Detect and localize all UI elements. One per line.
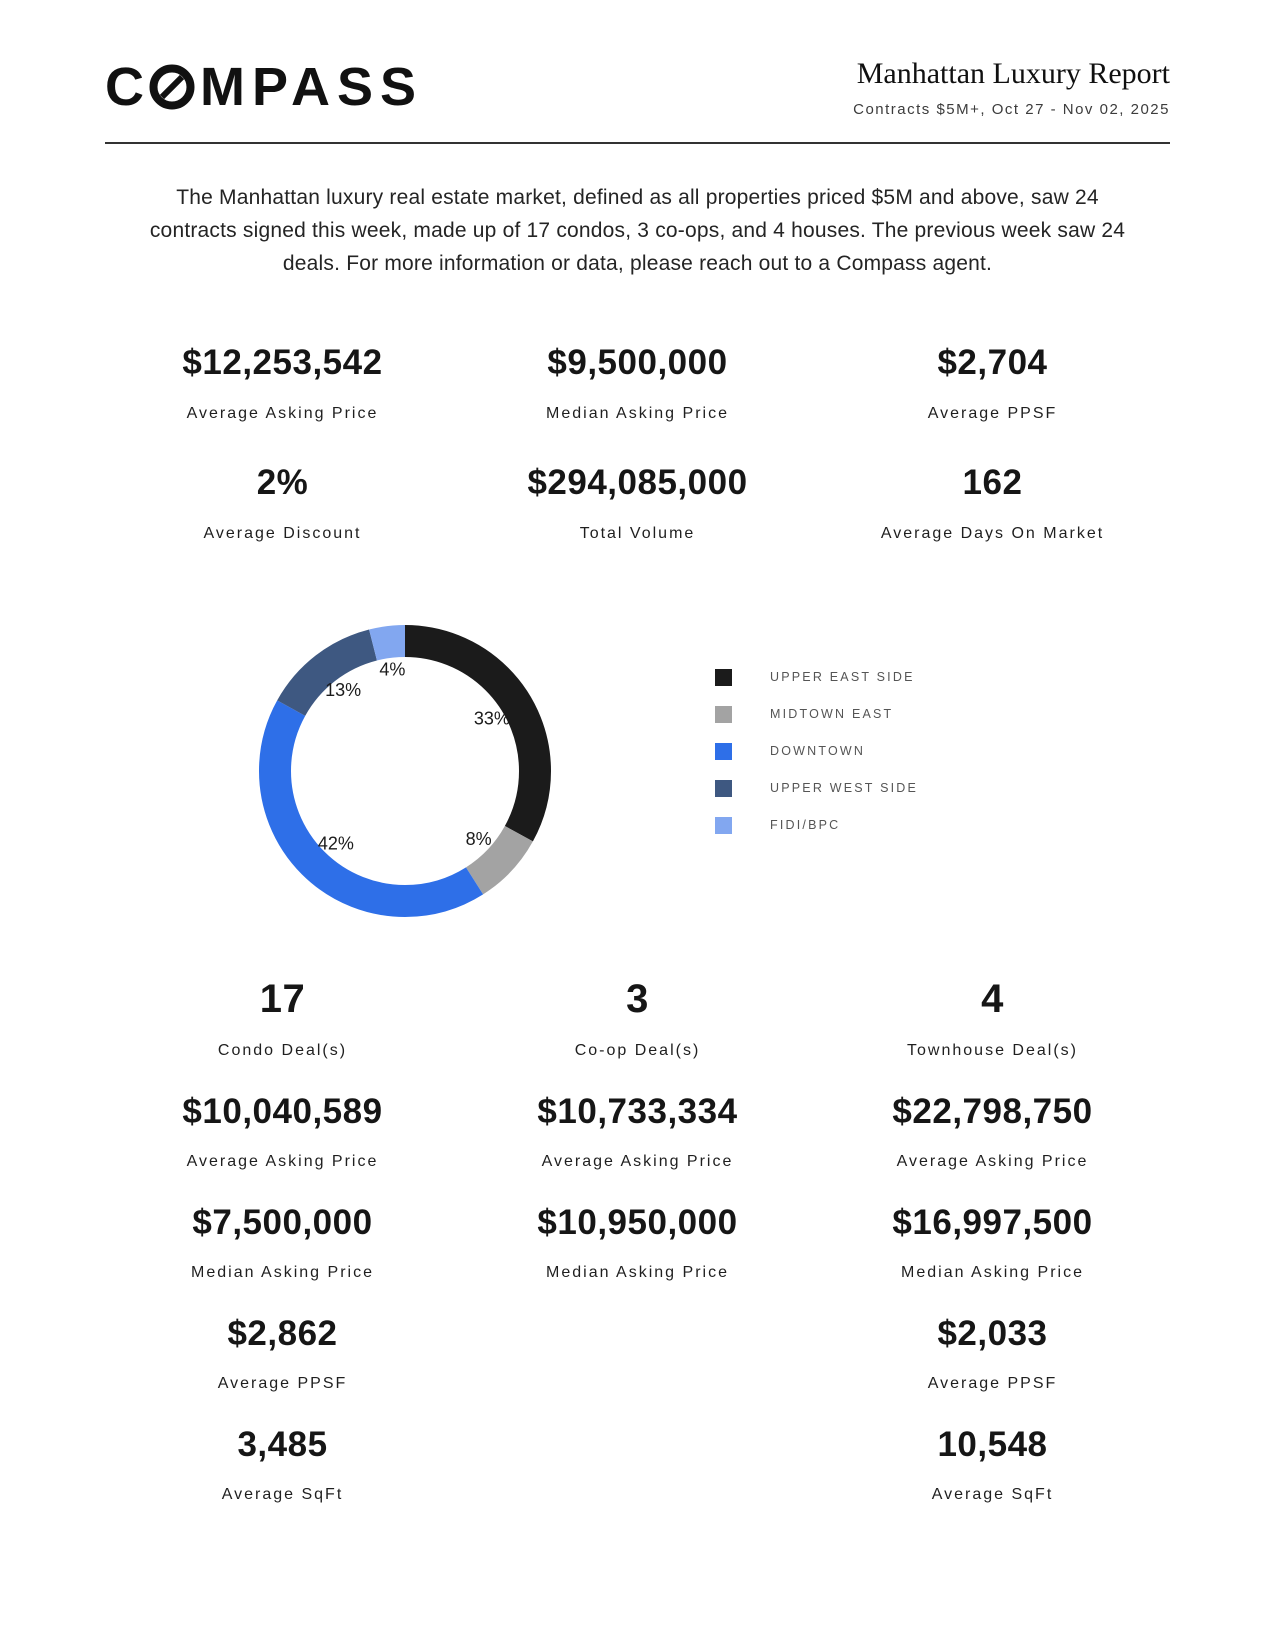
legend-label: MIDTOWN EAST	[770, 707, 894, 722]
header-divider	[105, 142, 1170, 144]
stat-value: 162	[962, 462, 1023, 502]
avg-asking-row	[105, 1092, 1170, 1203]
stat-label: Average PPSF	[217, 1374, 348, 1392]
neighborhood-chart-section	[105, 611, 1170, 931]
stat-value: $22,798,750	[892, 1091, 1093, 1131]
legend-swatch-icon	[715, 706, 732, 723]
compass-o-icon	[149, 64, 195, 110]
stat-label: Average SqFt	[931, 1485, 1054, 1503]
stat-value: $12,253,542	[182, 342, 383, 382]
stat-label: Average Discount	[203, 524, 362, 542]
stat-value: $10,733,334	[537, 1091, 738, 1131]
stat-value: $10,950,000	[537, 1202, 738, 1242]
donut-percent-label: 4%	[379, 659, 406, 680]
donut-percent-label: 33%	[473, 708, 510, 729]
stat-value: $9,500,000	[547, 342, 728, 382]
logo-text-right: MPASS	[200, 57, 424, 117]
stat-card	[815, 1203, 1170, 1282]
legend-item	[715, 706, 918, 723]
stat-label: Average Asking Price	[186, 1152, 379, 1170]
stat-label: Townhouse Deal(s)	[907, 1041, 1078, 1059]
legend-item	[715, 743, 918, 760]
stat-card	[105, 1314, 460, 1393]
stat-value: 3,485	[237, 1424, 328, 1464]
stat-card	[815, 1425, 1170, 1504]
summary-stats-grid	[105, 327, 1170, 567]
legend-swatch-icon	[715, 817, 732, 834]
stat-value	[460, 1314, 815, 1355]
stat-label: Median Asking Price	[546, 1263, 729, 1281]
legend-label: DOWNTOWN	[770, 744, 866, 759]
stat-label: Average PPSF	[927, 404, 1058, 422]
stat-label: Total Volume	[579, 524, 696, 542]
stat-card	[815, 1314, 1170, 1393]
stat-label	[460, 1486, 815, 1504]
logo-text-left: C	[105, 57, 151, 117]
legend-label: UPPER WEST SIDE	[770, 781, 919, 796]
stat-value: $2,033	[937, 1313, 1048, 1353]
stat-label: Median Asking Price	[901, 1263, 1084, 1281]
stat-card	[460, 977, 815, 1060]
compass-logo	[105, 56, 423, 118]
stat-card	[815, 977, 1170, 1060]
stat-card	[460, 1425, 815, 1504]
stat-card	[815, 327, 1170, 447]
chart-legend	[715, 669, 918, 931]
legend-label: UPPER EAST SIDE	[770, 670, 915, 685]
stat-card	[105, 1425, 460, 1504]
stat-card	[105, 447, 460, 567]
stat-value: 3	[626, 976, 649, 1021]
median-asking-row	[105, 1203, 1170, 1314]
title-block	[853, 57, 1170, 118]
page-title: Manhattan Luxury Report	[856, 56, 1170, 90]
page-subtitle: Contracts $5M+, Oct 27 - Nov 02, 2025	[853, 100, 1170, 118]
stat-card	[460, 1314, 815, 1393]
stat-card	[460, 447, 815, 567]
stat-value: 2%	[256, 462, 309, 502]
report-header	[105, 56, 1170, 118]
stat-value: $10,040,589	[182, 1091, 383, 1131]
donut-percent-label: 42%	[317, 833, 354, 854]
legend-item	[715, 817, 918, 834]
stat-card	[460, 1092, 815, 1171]
legend-swatch-icon	[715, 743, 732, 760]
legend-label: FIDI/BPC	[770, 818, 841, 833]
avg-sqft-row	[105, 1425, 1170, 1536]
legend-swatch-icon	[715, 669, 732, 686]
neighborhood-donut-chart	[245, 611, 565, 931]
stat-label: Average PPSF	[927, 1374, 1058, 1392]
stat-card	[105, 327, 460, 447]
donut-percent-label: 13%	[325, 679, 362, 700]
stat-value: $2,704	[937, 342, 1048, 382]
stat-label: Average SqFt	[221, 1485, 344, 1503]
stat-card	[105, 1092, 460, 1171]
stat-value: 10,548	[937, 1424, 1048, 1464]
stat-value: $2,862	[227, 1313, 338, 1353]
legend-swatch-icon	[715, 780, 732, 797]
stat-label: Average Days On Market	[880, 524, 1105, 542]
stat-card	[815, 447, 1170, 567]
donut-chart-svg	[245, 611, 565, 931]
stat-card	[460, 327, 815, 447]
stat-label: Average Asking Price	[186, 404, 379, 422]
stat-label: Co-op Deal(s)	[574, 1041, 701, 1059]
stat-label: Median Asking Price	[191, 1263, 374, 1281]
stat-value: $7,500,000	[192, 1202, 373, 1242]
avg-ppsf-row	[105, 1314, 1170, 1425]
stat-value: 4	[981, 976, 1004, 1021]
legend-item	[715, 669, 918, 686]
donut-percent-label: 8%	[465, 828, 492, 849]
intro-paragraph: The Manhattan luxury real estate market, defined as all properties priced $5M and above, saw 24 contracts signed this week, made up of 17 condos, 3 co-ops, and 4 houses. The previous week saw 24 deals. For more information or data, please reach out to a Compass agent.	[149, 186, 1126, 275]
stat-card	[460, 1203, 815, 1282]
stat-label	[460, 1375, 815, 1393]
deal-count-row	[105, 977, 1170, 1092]
stat-value: 17	[259, 976, 306, 1021]
legend-item	[715, 780, 918, 797]
stat-card	[105, 1203, 460, 1282]
property-type-stats	[105, 977, 1170, 1536]
stat-label: Average Asking Price	[896, 1152, 1089, 1170]
stat-card	[105, 977, 460, 1060]
stat-value: $294,085,000	[527, 462, 748, 502]
stat-value: $16,997,500	[892, 1202, 1093, 1242]
stat-label: Median Asking Price	[546, 404, 729, 422]
stat-label: Average Asking Price	[541, 1152, 734, 1170]
stat-card	[815, 1092, 1170, 1171]
stat-value	[460, 1425, 815, 1466]
stat-label: Condo Deal(s)	[217, 1041, 348, 1059]
